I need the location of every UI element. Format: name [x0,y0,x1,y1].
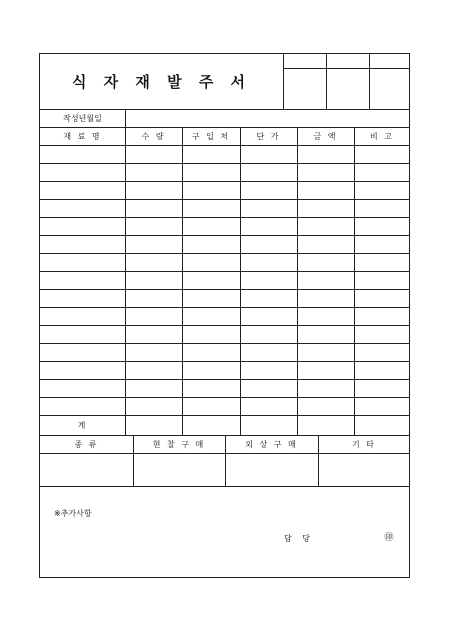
col-line [354,127,355,435]
form-title: 식 자 재 발 주 서 [40,54,284,109]
col-header-unit-price: 단 가 [256,131,281,141]
date-divider [125,109,126,127]
date-label: 작성년월일 [63,113,102,123]
approval-col-divider [326,54,327,109]
col-line [240,127,241,435]
row-line [40,486,409,487]
approval-grid [283,54,410,109]
seal-mark-icon: ㊞ [384,532,394,543]
purchase-header-cash: 현 찰 구 매 [152,439,206,449]
col-line [125,127,126,435]
col-header-amount: 금 액 [313,131,338,141]
col-header-supplier: 구 입 처 [191,131,231,141]
order-form [39,53,410,578]
approval-divider [283,68,410,69]
approval-col-divider [369,54,370,109]
additional-notes-label: ※추가사항 [54,509,92,518]
col-header-remarks: 비 고 [370,131,394,141]
col-header-quantity: 수 량 [141,131,166,141]
total-label: 계 [77,420,88,430]
purchase-header-credit: 외 상 구 매 [245,439,298,449]
purchase-header-other: 기 타 [352,439,376,449]
col-header-material: 재 료 명 [63,131,102,141]
purchase-header-type: 종 류 [74,439,99,449]
col-line [182,127,183,435]
col-line [297,127,298,435]
person-in-charge-label: 담 당 [284,534,314,543]
